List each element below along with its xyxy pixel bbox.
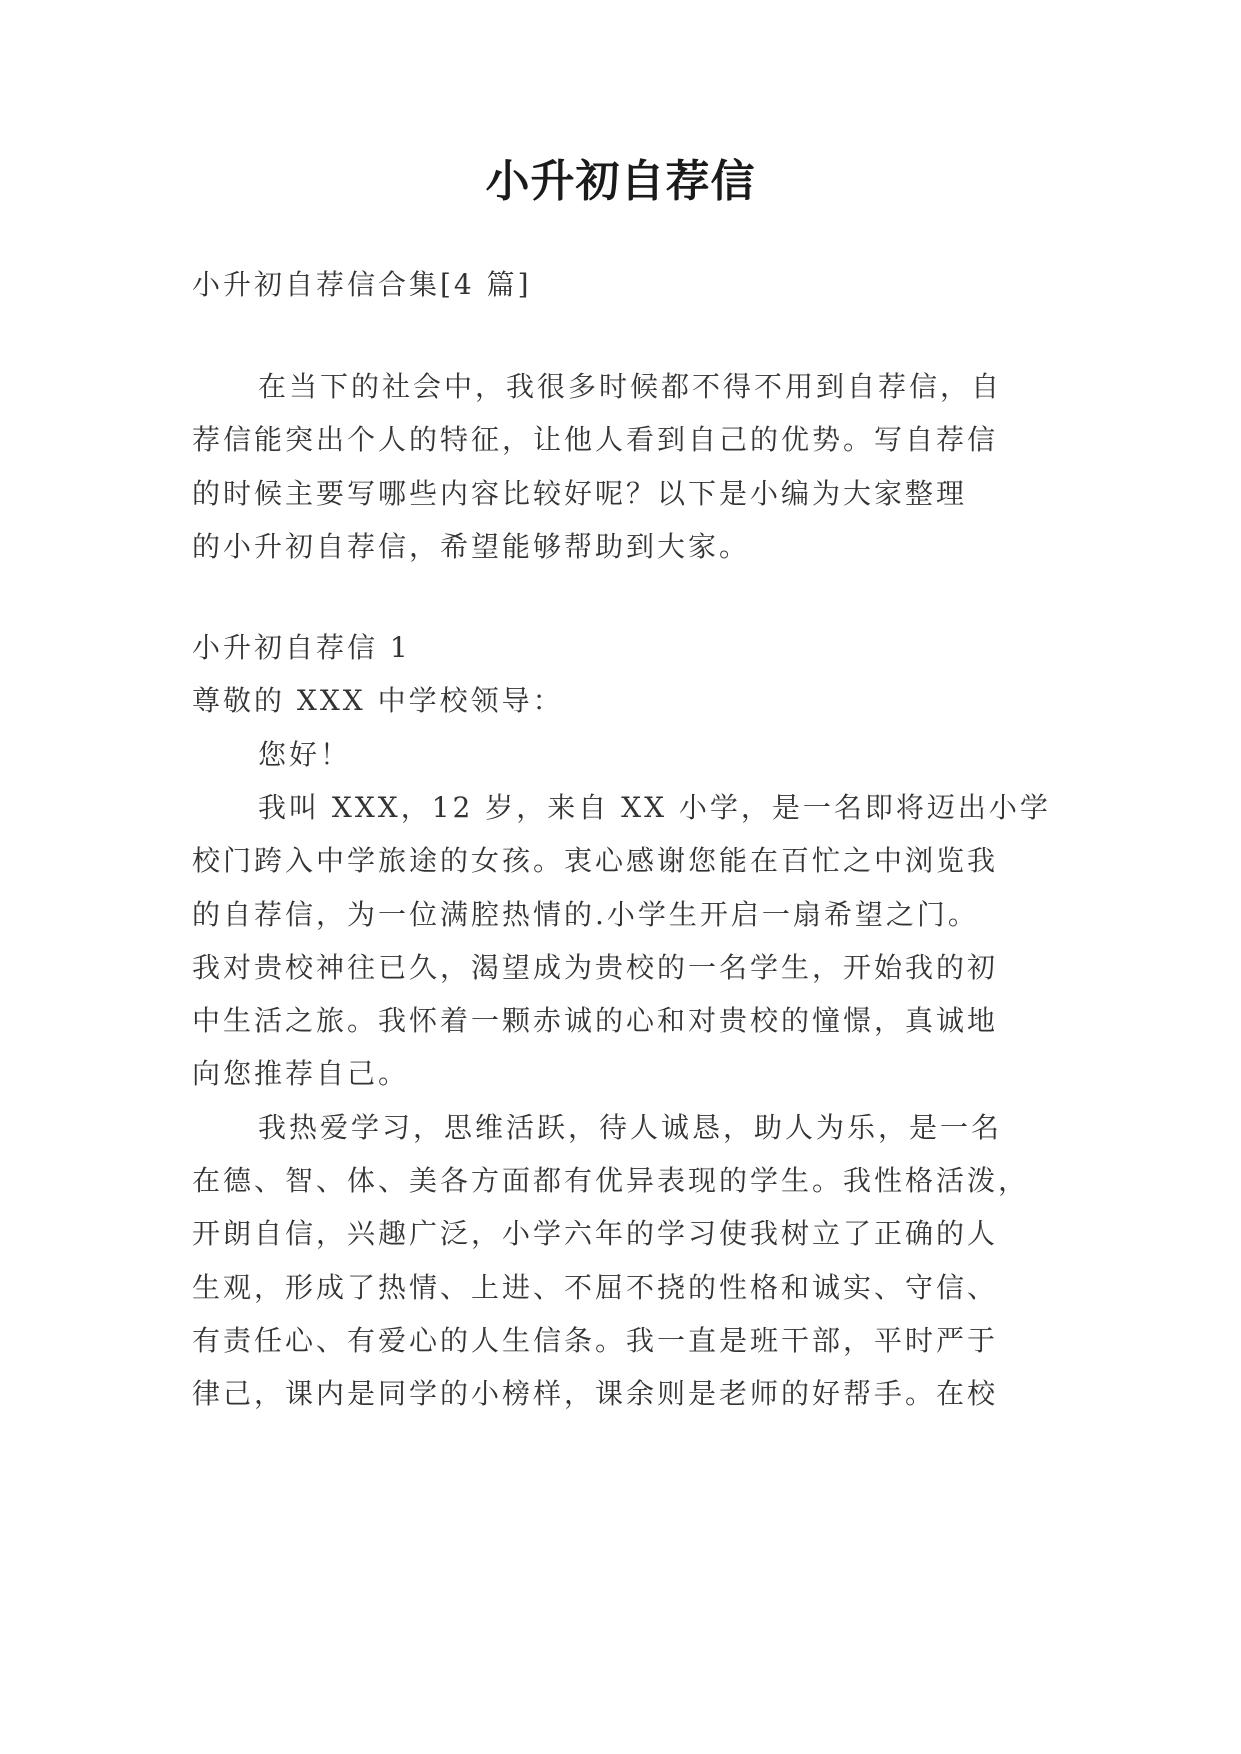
- letter-paragraph-line: 的自荐信，为一位满腔热情的.小学生开启一扇希望之门。: [192, 898, 979, 931]
- intro-paragraph-line: 的时候主要写哪些内容比较好呢？以下是小编为大家整理: [192, 477, 968, 510]
- letter-paragraph-line: 向您推荐自己。: [192, 1057, 410, 1090]
- letter-paragraph-line: 我热爱学习，思维活跃，待人诚恳，助人为乐，是一名: [258, 1111, 1003, 1144]
- letter-paragraph-line: 中生活之旅。我怀着一颗赤诚的心和对贵校的憧憬，真诚地: [192, 1004, 999, 1037]
- letter-paragraph-line: 有责任心、有爱心的人生信条。我一直是班干部，平时严于: [192, 1324, 999, 1357]
- intro-paragraph-line: 在当下的社会中，我很多时候都不得不用到自荐信，自: [258, 370, 1003, 403]
- letter-paragraph-line: 我叫 XXX，12 岁，来自 XX 小学，是一名即将迈出小学: [258, 791, 1051, 824]
- letter-greeting: 您好！: [258, 738, 352, 771]
- intro-paragraph-line: 的小升初自荐信，希望能够帮助到大家。: [192, 530, 751, 563]
- collection-subtitle: 小升初自荐信合集[4 篇]: [192, 268, 532, 301]
- letter-paragraph-line: 校门跨入中学旅途的女孩。衷心感谢您能在百忙之中浏览我: [192, 844, 999, 877]
- letter-paragraph-line: 我对贵校神往已久，渴望成为贵校的一名学生，开始我的初: [192, 951, 999, 984]
- document-title: 小升初自荐信: [485, 156, 756, 207]
- letter-paragraph-line: 生观，形成了热情、上进、不屈不挠的性格和诚实、守信、: [192, 1271, 999, 1304]
- letter-paragraph-line: 律己，课内是同学的小榜样，课余则是老师的好帮手。在校: [192, 1377, 999, 1410]
- intro-paragraph-line: 荐信能突出个人的特征，让他人看到自己的优势。写自荐信: [192, 423, 999, 456]
- letter-paragraph-line: 在德、智、体、美各方面都有优异表现的学生。我性格活泼，: [192, 1164, 1030, 1197]
- letter-heading: 小升初自荐信 1: [192, 631, 411, 664]
- letter-salutation: 尊敬的 XXX 中学校领导：: [192, 684, 564, 717]
- letter-paragraph-line: 开朗自信，兴趣广泛，小学六年的学习使我树立了正确的人: [192, 1217, 999, 1250]
